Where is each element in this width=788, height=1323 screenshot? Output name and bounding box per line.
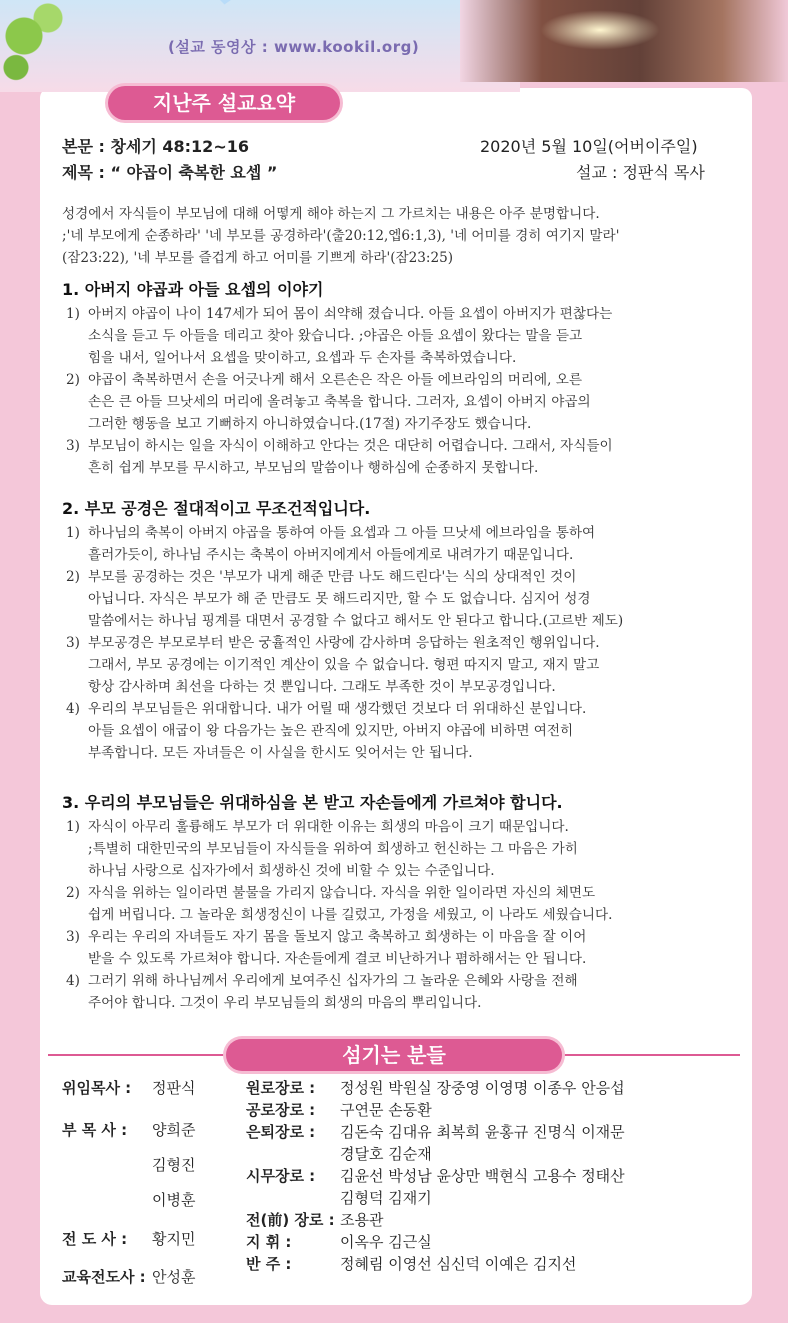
elder-names: 경달호 김순재 — [340, 1145, 432, 1163]
elder-names: 이옥우 김근실 — [340, 1233, 432, 1251]
item-number: 2) — [66, 372, 80, 388]
list-item — [62, 435, 726, 479]
item-line: 그래서, 부모 공경에는 이기적인 계산이 있을 수 없습니다. 형편 따지지 말고, 재지 말고 — [88, 657, 600, 673]
elder-names: 김돈숙 김대유 최복희 윤홍규 진명식 이재문 — [340, 1123, 625, 1141]
item-line: 부모님이 하시는 일을 자식이 이해하고 안다는 것은 대단히 어렵습니다. 그래서, 자식들이 — [88, 438, 613, 454]
section-heading: 1. 아버지 야곱과 아들 요셉의 이야기 — [62, 280, 324, 299]
item-line: 힘을 내서, 일어나서 요셉을 맞이하고, 요셉과 두 손자를 축복하였습니다. — [88, 350, 517, 366]
item-number: 2) — [66, 885, 80, 901]
elder-names: 정혜림 이영선 심신덕 이예은 김지선 — [340, 1255, 577, 1273]
list-item — [62, 303, 726, 369]
intro-paragraph — [62, 203, 728, 269]
sermon-title: 제목 : “ 야곱이 축복한 요셉 ” — [62, 163, 278, 182]
item-number: 4) — [66, 973, 80, 989]
staff-name: 김형진 — [152, 1156, 196, 1174]
elder-names: 김형덕 김재기 — [340, 1189, 432, 1207]
list-item — [62, 816, 726, 882]
elder-role: 공로장로 : — [246, 1101, 316, 1119]
item-number: 2) — [66, 569, 80, 585]
item-number: 1) — [66, 306, 80, 322]
scripture-reference: 본문 : 창세기 48:12~16 — [62, 137, 249, 156]
list-item — [62, 566, 726, 632]
intro-line: ;'네 부모에게 순종하라' '네 부모를 공경하라'(출20:12,엡6:1,3), '네 어미를 경히 여기지 말라' — [62, 228, 620, 244]
item-line: 말씀에서는 하나님 핑계를 대면서 공경할 수 없다고 해서도 안 된다고 합니다.(고르반 제도) — [88, 613, 624, 629]
item-line: 아들 요셉이 애굽이 왕 다음가는 높은 관직에 있지만, 아버지 야곱에 비하면 여전히 — [88, 723, 574, 739]
item-line: 흔히 쉽게 부모를 무시하고, 부모님의 말씀이나 행하심에 순종하지 못합니다. — [88, 460, 539, 476]
preacher: 설교 : 정판식 목사 — [576, 163, 705, 182]
elder-role: 시무장로 : — [246, 1167, 316, 1185]
section-title-staff: 섬기는 분들 — [226, 1039, 562, 1071]
elder-names: 정성원 박원실 장중영 이영명 이종우 안응섭 — [340, 1079, 625, 1097]
item-number: 3) — [66, 929, 80, 945]
item-line: 쉽게 버립니다. 그 놀라운 희생정신이 나를 길렀고, 가정을 세웠고, 이 나라도 세웠습니다. — [88, 907, 613, 923]
staff-name: 이병훈 — [152, 1191, 196, 1209]
item-line: 주어야 합니다. 그것이 우리 부모님들의 희생의 마음의 뿌리입니다. — [88, 995, 482, 1011]
sermon-date: 2020년 5월 10일(어버이주일) — [480, 137, 698, 156]
intro-line: (잠23:22), '네 부모를 즐겁게 하고 어미를 기쁘게 하라'(잠23:25) — [62, 250, 454, 266]
staff-name: 정판식 — [152, 1079, 196, 1097]
item-number: 4) — [66, 701, 80, 717]
elder-role: 지 휘 : — [246, 1233, 292, 1251]
item-line: 그러한 행동을 보고 기뻐하지 아니하였습니다.(17절) 자기주장도 했습니다. — [88, 416, 532, 432]
item-number: 1) — [66, 525, 80, 541]
leaves-decoration — [0, 0, 80, 90]
item-number: 1) — [66, 819, 80, 835]
staff-row — [62, 1266, 196, 1287]
item-line: 자식을 위하는 일이라면 불물을 가리지 않습니다. 자식을 위한 일이라면 자신의 체면도 — [88, 885, 596, 901]
staff-role: 부 목 사 : — [62, 1121, 128, 1139]
item-line: 소식을 듣고 두 아들을 데리고 찾아 왔습니다. ;야곱은 아들 요셉이 왔다는 말을 듣고 — [88, 328, 583, 344]
staff-role: 전 도 사 : — [62, 1230, 128, 1248]
item-number: 3) — [66, 635, 80, 651]
staff-row — [62, 1119, 196, 1140]
section-title-sermon: 지난주 설교요약 — [108, 86, 340, 120]
list-item — [62, 632, 726, 698]
photo-light — [540, 10, 660, 50]
intro-line: 성경에서 자식들이 부모님에 대해 어떻게 해야 하는지 그 가르치는 내용은 아주 분명합니다. — [62, 206, 600, 222]
elder-names: 구연문 손동환 — [340, 1101, 432, 1119]
staff-name: 양희준 — [152, 1121, 196, 1139]
staff-name: 안성훈 — [152, 1268, 196, 1286]
elder-role: 반 주 : — [246, 1255, 292, 1273]
staff-row — [62, 1228, 196, 1249]
staff-role: 위임목사 : — [62, 1079, 132, 1097]
section-heading: 2. 부모 공경은 절대적이고 무조건적입니다. — [62, 499, 371, 518]
list-item — [62, 698, 726, 764]
elder-role: 전(前) 장로 : — [246, 1211, 335, 1229]
item-line: 아버지 야곱이 나이 147세가 되어 몸이 쇠약해 졌습니다. 아들 요셉이 아버지가 편찮다는 — [88, 306, 613, 322]
list-item — [62, 882, 726, 926]
section-heading: 3. 우리의 부모님들은 위대하심을 본 받고 자손들에게 가르쳐야 합니다. — [62, 793, 563, 812]
elder-role: 은퇴장로 : — [246, 1123, 316, 1141]
staff-role: 교육전도사 : — [62, 1268, 146, 1286]
item-line: 항상 감사하며 최선을 다하는 것 뿐입니다. 그래도 부족한 것이 부모공경입니다. — [88, 679, 556, 695]
item-line: 우리는 우리의 자녀들도 자기 몸을 돌보지 않고 축복하고 희생하는 이 마음을 잘 이어 — [88, 929, 587, 945]
item-line: 부모를 공경하는 것은 '부모가 내게 해준 만큼 나도 해드린다'는 식의 상대적인 것이 — [88, 569, 577, 585]
item-line: 손은 큰 아들 므낫세의 머리에 올려놓고 축복을 합니다. 그러자, 요셉이 아버지 야곱의 — [88, 394, 591, 410]
item-line: 부족합니다. 모든 자녀들은 이 사실을 한시도 잊어서는 안 됩니다. — [88, 745, 473, 761]
item-line: ;특별히 대한민국의 부모님들이 자식들을 위하여 희생하고 헌신하는 그 마음은 가히 — [88, 841, 578, 857]
staff-name: 황지민 — [152, 1230, 196, 1248]
elder-names: 김윤선 박성남 윤상만 백현식 고용수 정태산 — [340, 1167, 625, 1185]
item-line: 받을 수 있도록 가르쳐야 합니다. 자손들에게 결코 비난하거나 폄하해서는 안 됩니다. — [88, 951, 587, 967]
item-line: 야곱이 축복하면서 손을 어긋나게 해서 오른손은 작은 아들 에브라임의 머리에, 오른 — [88, 372, 583, 388]
item-line: 하나님의 축복이 아버지 야곱을 통하여 아들 요셉과 그 아들 므낫세 에브라임을 통하여 — [88, 525, 596, 541]
item-line: 하나님 사랑으로 십자가에서 희생하신 것에 비할 수 있는 수준입니다. — [88, 863, 495, 879]
elder-role: 원로장로 : — [246, 1079, 316, 1097]
list-item — [62, 522, 726, 566]
video-url[interactable]: (설교 동영상 : www.kookil.org) — [168, 38, 420, 56]
item-line: 우리의 부모님들은 위대합니다. 내가 어릴 때 생각했던 것보다 더 위대하신 분입니다. — [88, 701, 587, 717]
list-item — [62, 926, 726, 970]
item-line: 그러기 위해 하나님께서 우리에게 보여주신 십자가의 그 놀라운 은혜와 사랑을 전해 — [88, 973, 578, 989]
elder-names: 조용관 — [340, 1211, 384, 1229]
item-number: 3) — [66, 438, 80, 454]
header-banner — [0, 0, 788, 92]
item-line: 흘러가듯이, 하나님 주시는 축복이 아버지에게서 아들에게로 내려가기 때문입니다. — [88, 547, 574, 563]
staff-row — [62, 1077, 196, 1098]
item-line: 아닙니다. 자식은 부모가 해 준 만큼도 못 해드리지만, 할 수 도 없습니다. 심지어 성경 — [88, 591, 591, 607]
list-item — [62, 970, 726, 1014]
item-line: 자식이 아무리 훌륭해도 부모가 더 위대한 이유는 희생의 마음이 크기 때문입니다. — [88, 819, 569, 835]
list-item — [62, 369, 726, 435]
item-line: 부모공경은 부모로부터 받은 궁휼적인 사랑에 감사하며 응답하는 원초적인 행위입니다. — [88, 635, 600, 651]
